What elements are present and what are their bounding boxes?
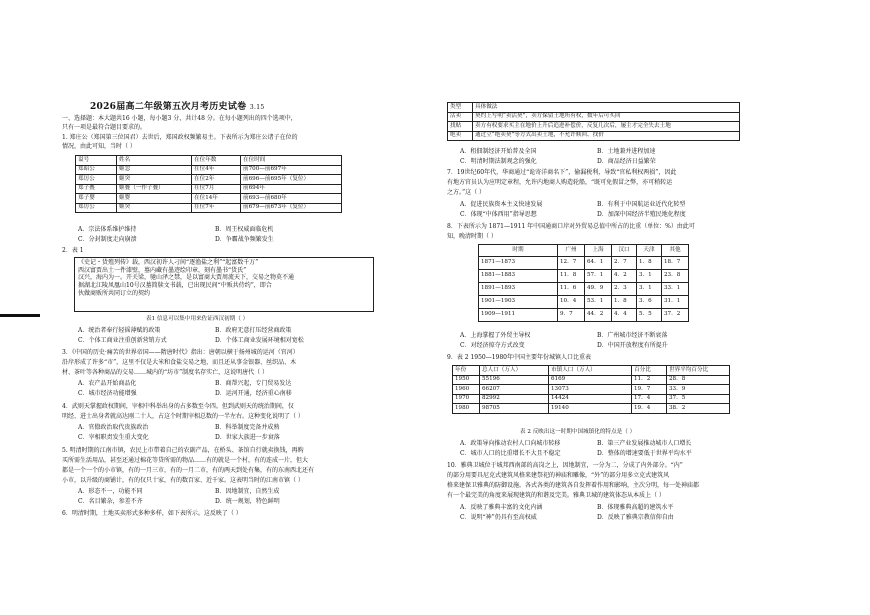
table-cell: 53．1	[585, 296, 612, 309]
option-a: A．上海掌握了外贸主导权	[460, 332, 531, 339]
table-row	[479, 296, 689, 309]
option-c: C．体现“中体西用”指导思想	[460, 211, 537, 218]
table-cell: 上海	[585, 245, 612, 257]
option-c: C．明清时期法制观念的强化	[460, 158, 537, 165]
question-3-line: 沿岸形成了许多“市”，这里不仅是大米和食盐交易之地，而且还从事金银器、丝织品、木	[62, 359, 297, 366]
table-cell: 姬突	[117, 203, 192, 213]
question-1: 1. 郑庄公（郑国第三位国君）去世后，郑国政权频繁易主。下表所示为郑庄公诸子在位的	[62, 134, 298, 141]
exam-title: 2026届高二年级第五次月考历史试卷 3.15	[90, 102, 265, 112]
table-cell: 10．4	[558, 296, 585, 309]
table-cell: 前700—前697年	[241, 165, 342, 175]
table-cell: 前696—前695年（复位）	[241, 175, 342, 185]
table-cell: 66207	[480, 385, 549, 395]
table-cell: 在位4年	[192, 165, 241, 175]
table-cell: 3．1	[637, 283, 662, 296]
table-cell: 1901—1903	[479, 296, 558, 309]
table-cell: 广州	[558, 245, 585, 257]
question-7-line: 7．19世纪60年代，华商通过“诡寄洋商名下”，偷漏税利，导致“官私利权两损”，因此	[447, 169, 677, 176]
table-cell: 33．9	[667, 385, 730, 395]
table-6	[447, 102, 740, 141]
table-cell: 4．4	[612, 309, 637, 322]
table-cell: 13073	[549, 385, 632, 395]
question-7-line: 有地方官员认为应明定章程，允许内地商人购造轮船，“既可免假冒之弊，亦可稍转运	[447, 179, 673, 186]
table-cell: 82992	[480, 394, 549, 404]
table-cell: 卖方有权要求买主在地价上升后追进补偿价，反复几次后，屡主才完全失去土地	[473, 122, 740, 132]
table-cell: 时期	[479, 245, 558, 257]
table-cell: 9．7	[558, 309, 585, 322]
table-cell: 契约上写明“卖活契”，卖方保留土地所有权，数年后可买回	[473, 112, 740, 122]
option-a: A．农产品开始商品化	[78, 380, 137, 387]
material-line: 据湖北江陵凤凰山10号汉墓简牍文书载，已出现民间“中贩共侍约”，即合	[78, 282, 272, 290]
option-b: B．有利于中国航运业近代化转型	[597, 201, 686, 208]
option-d: D．统一规划，特色鲜明	[215, 498, 280, 505]
table-cell: 活卖	[448, 112, 473, 122]
table-cell: 在位14年	[192, 194, 241, 204]
table-row	[76, 165, 342, 175]
option-b: B．土地兼并进程加速	[597, 148, 656, 155]
material-line: 《史记・货殖列传》载，西汉初许人刁间“逐渔盐之利”“起富数千万”	[78, 259, 259, 266]
table-cell: 37．2	[662, 309, 689, 322]
option-c: C．个体工商业注重创新营销方式	[78, 337, 167, 344]
table-9	[452, 365, 730, 414]
table-cell: 37．5	[667, 394, 730, 404]
table-cell: 12．7	[558, 257, 585, 270]
question-3-line: 3．《中国的历史·痛苦的世界帝国——隋唐时代》指出：唐朝以横于扬州城的运河（官河）	[62, 349, 299, 356]
table-row	[479, 270, 689, 283]
table-row	[453, 375, 730, 385]
option-c: C．宰相职责发生重大变化	[78, 434, 149, 441]
table-cell: 姬忽	[117, 165, 192, 175]
table-cell: 前693—前680年	[241, 194, 342, 204]
question-4-line: 明经、进士出身者就高达刚二十人，占这个时期宰相总数的一半左右。这种变化说明了（ ）	[62, 413, 304, 420]
table-cell: 其他	[662, 245, 689, 257]
table-cell: 年份	[453, 366, 480, 376]
option-b: B．周王权威面临危机	[215, 226, 274, 233]
table-cell: 1891—1893	[479, 283, 558, 296]
table-header	[448, 103, 740, 113]
table-cell: 汉口	[612, 245, 637, 257]
option-b: B．商帮兴起，专门贸易发达	[215, 380, 292, 387]
table-cell: 6169	[549, 375, 632, 385]
table-cell: 3．6	[637, 296, 662, 309]
option-a: A．政策导向推动农村人口向城市转移	[460, 440, 561, 447]
table-row	[76, 194, 342, 204]
table-cell: 在位7月	[192, 184, 241, 194]
question-5-line: 买所需生活用品，甚至还通过棉花等贷所需的物品……有的就是一个村，有的连成一片，但大	[62, 457, 309, 464]
question-1-stem: 情况，由此可知，当时（ ）	[62, 143, 136, 150]
table-cell: 天津	[637, 245, 662, 257]
option-a: A．租佃制经济开始普及全国	[460, 148, 537, 155]
table-cell: 姬婴	[117, 194, 192, 204]
question-8-line: 知，晚清时期（ ）	[447, 233, 497, 240]
table-cell: 19．7	[632, 385, 667, 395]
question-10-line: 格来建保卫雅典的防御设施。各式各类的建筑各自发挥着作用和影响，主次分明，每一处神庙都	[447, 482, 700, 489]
table-cell: 1．8	[637, 257, 662, 270]
table-cell: 17．4	[632, 394, 667, 404]
table-cell: 前694年	[241, 184, 342, 194]
table-cell: 19140	[549, 404, 632, 414]
table-cell: 14424	[549, 394, 632, 404]
option-d: D．加深中国经济半殖民地化程度	[597, 211, 686, 218]
table-cell: 64．1	[585, 257, 612, 270]
table-cell: 姓名	[117, 156, 192, 166]
table-cell: 31．1	[662, 296, 689, 309]
table-row	[76, 203, 342, 213]
table-cell: 1871—1873	[479, 257, 558, 270]
option-c: C．分封制度走向崩溃	[78, 236, 137, 243]
table-cell: 2．3	[612, 283, 637, 296]
option-d: D．中国开放程度有所提升	[597, 342, 668, 349]
table-cell: 11．6	[558, 283, 585, 296]
table-cell: 在位年数	[192, 156, 241, 166]
table-caption-2: 表 2 反映出这一时期中国城镇化的特点是（ ）	[520, 429, 636, 435]
option-a: A．形态不一，功能不同	[78, 488, 143, 495]
table-cell: 姬突	[117, 175, 192, 185]
table-caption-1: 表1 信息可以集中用来佐证西汉初期（ ）	[146, 316, 249, 322]
table-row	[448, 122, 740, 132]
option-b: B．体现雅典高超的建筑水平	[597, 504, 674, 511]
table-row	[479, 309, 689, 322]
option-b: B．广州城市经济不断衰落	[597, 332, 668, 339]
table-cell: 98705	[480, 404, 549, 414]
material-box-2	[74, 257, 374, 312]
question-10-line: 10．雅典卫城位于城邦西南部的高岗之上，因地制宜，一分为二，分成了内外部分。“内”	[447, 462, 683, 469]
table-cell: 找贴	[448, 122, 473, 132]
table-cell: 28．8	[667, 375, 730, 385]
table-row	[76, 175, 342, 185]
table-cell: 通过立“绝卖契”等方式出卖土地，不允许赎回、找价	[473, 131, 740, 141]
table-cell: 绝卖	[448, 131, 473, 141]
table-cell: 1881—1883	[479, 270, 558, 283]
table-cell: 1960	[453, 385, 480, 395]
table-cell: 57．1	[585, 270, 612, 283]
binding-mark	[0, 314, 40, 317]
table-cell: 在位时间	[241, 156, 342, 166]
table-cell: 1．8	[612, 296, 637, 309]
table-row	[479, 283, 689, 296]
material-line: 西汉富贾出土一件漆壁，墓内藏有墨迹绘印章，刻有墨书“货氏”	[78, 266, 247, 274]
table-header	[453, 366, 730, 376]
material-line: 汉兴，海内为一。开关梁，驰山泽之禁，是以富商大贾周流天下，交易之物莫不通	[78, 274, 295, 282]
table-cell: 郑子亹	[76, 184, 117, 194]
option-a: A．统治者奉行轻徭薄赋的政策	[78, 327, 161, 334]
table-cell: 11．8	[558, 270, 585, 283]
table-cell: 在位7年	[192, 203, 241, 213]
table-cell: 郑厉公	[76, 175, 117, 185]
table-row	[453, 385, 730, 395]
table-cell: 38．2	[667, 404, 730, 414]
table-cell: 3．1	[637, 270, 662, 283]
question-8-line: 8．下表所示为 1871—1911 年中国通商口岸对外贸易总值中所占的比重（单位：%）由此可	[447, 223, 695, 230]
table-cell: 4．2	[612, 270, 637, 283]
table-cell: 姬亹（一作子亹）	[117, 184, 192, 194]
table-cell: 谥号	[76, 156, 117, 166]
option-d: D．运河开通，经济重心南移	[215, 390, 292, 397]
table-cell: 1970	[453, 394, 480, 404]
question-10-line: 有一个最完美的角度来展现建筑的和谐及完美。雅典卫城的建筑体态从本质上（ ）	[447, 492, 665, 499]
question-5-line: 都是一个一个的小市镇，有的一月三市，有的一月二市，有的两天到处有集，有的东南西北还有	[62, 467, 315, 474]
table-cell: 49．9	[585, 283, 612, 296]
table-cell: 2．7	[612, 257, 637, 270]
section-instruction-2: 只有一项是最符合题目要求的。	[62, 124, 147, 131]
option-b: B．政府无意打压经营商政策	[215, 327, 292, 334]
table-cell: 郑昭公	[76, 165, 117, 175]
table-cell: 前679—前673年（复位）	[241, 203, 342, 213]
table-cell: 55196	[480, 375, 549, 385]
table-cell: 33．1	[662, 283, 689, 296]
table-cell: 1909—1911	[479, 309, 558, 322]
option-d: D．商品经济日益繁荣	[597, 158, 656, 165]
table-cell: 世界平均百分比	[667, 366, 730, 376]
question-3-line: 材、茶叶等各种商品的交易……城内的“坊市”制度名存实亡，这说明唐代（ ）	[62, 369, 269, 376]
table-row	[76, 184, 342, 194]
table-cell: 5．5	[637, 309, 662, 322]
question-7-line: 之方。”这（ ）	[447, 189, 485, 196]
question-9: 9．表 2 1950—1980年中国主要年份城镇人口比重表	[447, 354, 591, 361]
table-cell: 23．8	[662, 270, 689, 283]
table-cell: 在位2年	[192, 175, 241, 185]
table-cell: 1980	[453, 404, 480, 414]
table-row	[448, 131, 740, 141]
table-cell: 44．2	[585, 309, 612, 322]
section-instruction-1: 一、选择题：本大题共16 小题，每小题3 分，共计48 分。在每小题列出的四个选项中，	[62, 115, 297, 122]
option-d: D．个体工商业发展环境相对宽松	[215, 337, 304, 344]
option-d: D．世家大族进一步衰落	[215, 434, 280, 441]
table-cell: 11．2	[632, 375, 667, 385]
table-cell: 具体做法	[473, 103, 740, 113]
option-b: B．第三产业发展推动城市人口增长	[597, 440, 692, 447]
table-cell: 19．4	[632, 404, 667, 414]
option-c: C．说明“神”仍具有至高权威	[460, 514, 537, 521]
option-b: B．科举制度完备并成熟	[215, 424, 280, 431]
table-row	[453, 394, 730, 404]
option-c: C．城市经济功能增强	[78, 390, 137, 397]
question-5-line: 5. 明清时期的江南市镇，农民上市带着自己的农副产品，在桥头、茶馆自行就卖换钱，再购	[62, 447, 304, 454]
table-cell: 1950	[453, 375, 480, 385]
table-row	[453, 404, 730, 414]
option-c: C．名目繁杂，参差不齐	[78, 498, 143, 505]
option-d: D．反映了雅典宗教信仰自由	[597, 514, 674, 521]
table-cell: 18．7	[662, 257, 689, 270]
question-6: 6．明清时期，土地买卖形式多种多样，如下表所示。这反映了（ ）	[62, 510, 242, 517]
table-cell: 总人口（万人）	[480, 366, 549, 376]
question-5-line: 小市，以升级的商铺计，有的仅只十家，有的数百家、近千家。这表明当时的江南市镇（ ）	[62, 477, 304, 484]
table-cell: 市镇人口（万人）	[549, 366, 632, 376]
option-d: D．争霸战争频繁发生	[215, 236, 274, 243]
option-c: C．城市人口的比重增长不大且不稳定	[460, 450, 561, 457]
option-d: D．整体的增速要低于世界平均水平	[597, 450, 692, 457]
option-c: C．对经济掠夺方式改变	[460, 342, 525, 349]
table-row	[479, 257, 689, 270]
material-line: 伙做商贩所共同订立的契约	[78, 289, 151, 297]
option-a: A．促进民族资本主义快速发展	[460, 201, 543, 208]
option-a: A．反映了雅典丰富的文化内涵	[460, 504, 543, 511]
table-cell: 郑厉公	[76, 203, 117, 213]
table-cell: 郑子婴	[76, 194, 117, 204]
question-2: 2．表 1	[62, 247, 84, 254]
table-row	[448, 112, 740, 122]
option-b: B．因地制宜，自然生成	[215, 488, 280, 495]
option-a: A．官僚政治取代贵族政治	[78, 424, 149, 431]
table-cell: 类型	[448, 103, 473, 113]
table-cell: 百分比	[632, 366, 667, 376]
table-header	[479, 245, 689, 257]
table-8	[478, 244, 689, 322]
option-a: A．宗法体系维护维持	[78, 226, 137, 233]
table-1	[75, 155, 342, 213]
question-4-line: 4．武则天掌握政权期间，宰相中科举出身的占多数至今四。但到武则天的统治期间，仅	[62, 403, 294, 410]
question-10-line: 的部分用要具尼克式建筑风格来建祭祀的神庙和雕像，“外”的部分用多立克式建筑风	[447, 472, 670, 479]
table-header	[76, 156, 342, 166]
